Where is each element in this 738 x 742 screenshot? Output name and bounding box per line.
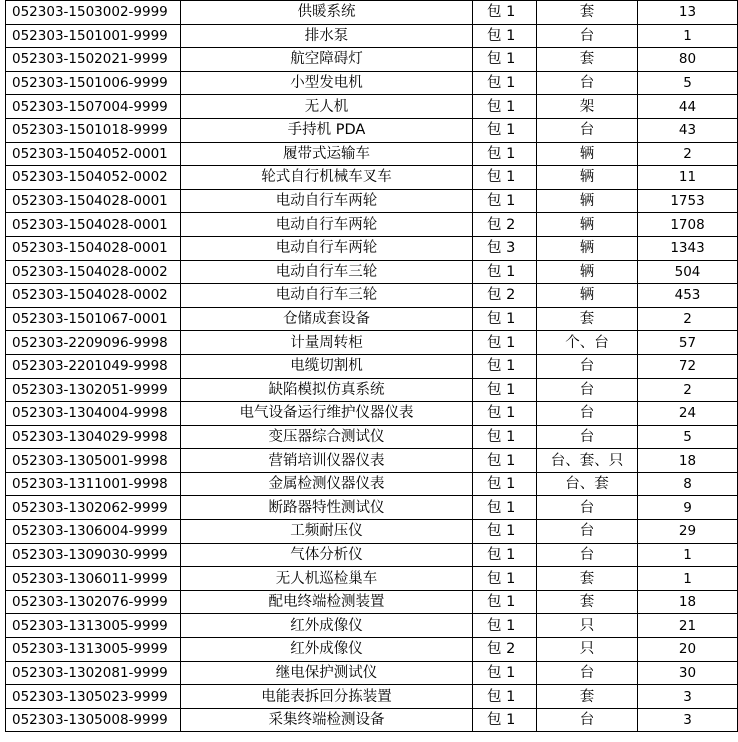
cell-item-name: 电动自行车两轮 (181, 189, 473, 213)
cell-quantity: 13 (638, 1, 738, 25)
cell-quantity: 1 (638, 567, 738, 591)
cell-item-name: 电气设备运行维护仪器仪表 (181, 402, 473, 426)
cell-material-code: 052303-1504028-0001 (6, 189, 181, 213)
cell-package: 包 1 (473, 48, 537, 72)
cell-package: 包 1 (473, 567, 537, 591)
cell-item-name: 气体分析仪 (181, 543, 473, 567)
cell-package: 包 1 (473, 260, 537, 284)
cell-package: 包 1 (473, 614, 537, 638)
cell-package: 包 1 (473, 1, 537, 25)
cell-unit: 套 (537, 685, 638, 709)
cell-item-name: 电能表拆回分拣装置 (181, 685, 473, 709)
cell-unit: 台 (537, 496, 638, 520)
table-row (6, 1, 738, 25)
cell-unit: 台 (537, 118, 638, 142)
table-row (6, 71, 738, 95)
cell-material-code: 052303-1501001-9999 (6, 24, 181, 48)
cell-quantity: 11 (638, 166, 738, 190)
table-row (6, 189, 738, 213)
table-body (6, 1, 738, 732)
cell-package: 包 1 (473, 378, 537, 402)
table-row (6, 402, 738, 426)
cell-material-code: 052303-1305001-9998 (6, 449, 181, 473)
cell-unit: 台 (537, 708, 638, 732)
cell-item-name: 电动自行车两轮 (181, 236, 473, 260)
cell-quantity: 453 (638, 284, 738, 308)
cell-unit: 辆 (537, 236, 638, 260)
cell-item-name: 电动自行车三轮 (181, 284, 473, 308)
cell-unit: 台 (537, 354, 638, 378)
cell-package: 包 2 (473, 284, 537, 308)
cell-quantity: 44 (638, 95, 738, 119)
cell-quantity: 1343 (638, 236, 738, 260)
cell-quantity: 2 (638, 307, 738, 331)
table-row (6, 708, 738, 732)
cell-unit: 套 (537, 1, 638, 25)
cell-material-code: 052303-1504028-0001 (6, 213, 181, 237)
cell-item-name: 缺陷模拟仿真系统 (181, 378, 473, 402)
cell-quantity: 80 (638, 48, 738, 72)
cell-item-name: 履带式运输车 (181, 142, 473, 166)
table-row (6, 95, 738, 119)
cell-material-code: 052303-1504028-0001 (6, 236, 181, 260)
cell-material-code: 052303-1304004-9998 (6, 402, 181, 426)
cell-unit: 套 (537, 48, 638, 72)
cell-material-code: 052303-1309030-9999 (6, 543, 181, 567)
cell-unit: 台 (537, 425, 638, 449)
cell-item-name: 无人机 (181, 95, 473, 119)
cell-item-name: 工频耐压仪 (181, 520, 473, 544)
table-row (6, 118, 738, 142)
table-row (6, 685, 738, 709)
table-row (6, 638, 738, 662)
cell-unit: 台 (537, 520, 638, 544)
cell-unit: 辆 (537, 189, 638, 213)
table-row (6, 307, 738, 331)
cell-material-code: 052303-2209096-9998 (6, 331, 181, 355)
cell-package: 包 1 (473, 425, 537, 449)
cell-material-code: 052303-1313005-9999 (6, 614, 181, 638)
cell-package: 包 2 (473, 638, 537, 662)
cell-item-name: 无人机巡检巢车 (181, 567, 473, 591)
cell-quantity: 1753 (638, 189, 738, 213)
cell-unit: 辆 (537, 213, 638, 237)
cell-package: 包 1 (473, 307, 537, 331)
cell-quantity: 21 (638, 614, 738, 638)
table-row (6, 260, 738, 284)
cell-unit: 只 (537, 614, 638, 638)
cell-item-name: 变压器综合测试仪 (181, 425, 473, 449)
table-row (6, 213, 738, 237)
cell-quantity: 72 (638, 354, 738, 378)
cell-material-code: 052303-1305008-9999 (6, 708, 181, 732)
table-row (6, 48, 738, 72)
cell-package: 包 1 (473, 331, 537, 355)
cell-material-code: 052303-1504028-0002 (6, 284, 181, 308)
cell-material-code: 052303-1306011-9999 (6, 567, 181, 591)
cell-package: 包 1 (473, 402, 537, 426)
cell-unit: 辆 (537, 260, 638, 284)
cell-material-code: 052303-1507004-9999 (6, 95, 181, 119)
cell-item-name: 配电终端检测装置 (181, 590, 473, 614)
cell-unit: 辆 (537, 166, 638, 190)
cell-unit: 台 (537, 378, 638, 402)
cell-material-code: 052303-1502021-9999 (6, 48, 181, 72)
table-row (6, 425, 738, 449)
cell-package: 包 1 (473, 449, 537, 473)
cell-item-name: 计量周转柜 (181, 331, 473, 355)
cell-package: 包 2 (473, 213, 537, 237)
table-row (6, 614, 738, 638)
cell-package: 包 1 (473, 543, 537, 567)
cell-item-name: 电缆切割机 (181, 354, 473, 378)
cell-package: 包 1 (473, 95, 537, 119)
cell-material-code: 052303-1302051-9999 (6, 378, 181, 402)
cell-quantity: 5 (638, 71, 738, 95)
cell-unit: 个、台 (537, 331, 638, 355)
table-row (6, 472, 738, 496)
cell-item-name: 轮式自行机械车叉车 (181, 166, 473, 190)
cell-package: 包 1 (473, 685, 537, 709)
cell-unit: 台、套、只 (537, 449, 638, 473)
cell-package: 包 1 (473, 590, 537, 614)
table-row (6, 142, 738, 166)
cell-material-code: 052303-1304029-9998 (6, 425, 181, 449)
table-row (6, 567, 738, 591)
cell-quantity: 8 (638, 472, 738, 496)
cell-package: 包 1 (473, 24, 537, 48)
cell-material-code: 052303-1305023-9999 (6, 685, 181, 709)
cell-package: 包 1 (473, 118, 537, 142)
cell-package: 包 1 (473, 520, 537, 544)
cell-item-name: 金属检测仪器仪表 (181, 472, 473, 496)
cell-quantity: 1708 (638, 213, 738, 237)
cell-unit: 台、套 (537, 472, 638, 496)
cell-unit: 只 (537, 638, 638, 662)
cell-quantity: 29 (638, 520, 738, 544)
table-row (6, 590, 738, 614)
cell-quantity: 9 (638, 496, 738, 520)
cell-quantity: 1 (638, 24, 738, 48)
cell-unit: 辆 (537, 284, 638, 308)
table-row (6, 449, 738, 473)
cell-item-name: 电动自行车三轮 (181, 260, 473, 284)
cell-material-code: 052303-1302076-9999 (6, 590, 181, 614)
cell-item-name: 航空障碍灯 (181, 48, 473, 72)
cell-quantity: 2 (638, 378, 738, 402)
cell-material-code: 052303-1504052-0001 (6, 142, 181, 166)
table-row (6, 236, 738, 260)
cell-quantity: 20 (638, 638, 738, 662)
table-row (6, 543, 738, 567)
cell-item-name: 仓储成套设备 (181, 307, 473, 331)
cell-quantity: 3 (638, 685, 738, 709)
table-row (6, 354, 738, 378)
cell-material-code: 052303-1302081-9999 (6, 661, 181, 685)
cell-quantity: 43 (638, 118, 738, 142)
cell-material-code: 052303-1501067-0001 (6, 307, 181, 331)
cell-quantity: 57 (638, 331, 738, 355)
cell-quantity: 3 (638, 708, 738, 732)
cell-material-code: 052303-1302062-9999 (6, 496, 181, 520)
cell-unit: 套 (537, 567, 638, 591)
cell-quantity: 2 (638, 142, 738, 166)
table-row (6, 378, 738, 402)
cell-material-code: 052303-1503002-9999 (6, 1, 181, 25)
cell-item-name: 采集终端检测设备 (181, 708, 473, 732)
cell-package: 包 1 (473, 496, 537, 520)
cell-unit: 台 (537, 24, 638, 48)
table-row (6, 496, 738, 520)
table-row (6, 661, 738, 685)
cell-item-name: 断路器特性测试仪 (181, 496, 473, 520)
cell-material-code: 052303-1501006-9999 (6, 71, 181, 95)
cell-unit: 辆 (537, 142, 638, 166)
cell-item-name: 排水泵 (181, 24, 473, 48)
cell-package: 包 1 (473, 472, 537, 496)
cell-item-name: 电动自行车两轮 (181, 213, 473, 237)
cell-unit: 台 (537, 661, 638, 685)
cell-item-name: 手持机 PDA (181, 118, 473, 142)
cell-package: 包 1 (473, 708, 537, 732)
cell-quantity: 1 (638, 543, 738, 567)
cell-item-name: 供暖系统 (181, 1, 473, 25)
table-row (6, 331, 738, 355)
table-row (6, 24, 738, 48)
cell-item-name: 小型发电机 (181, 71, 473, 95)
cell-package: 包 1 (473, 71, 537, 95)
cell-quantity: 5 (638, 425, 738, 449)
cell-material-code: 052303-2201049-9998 (6, 354, 181, 378)
cell-item-name: 继电保护测试仪 (181, 661, 473, 685)
cell-material-code: 052303-1311001-9998 (6, 472, 181, 496)
cell-package: 包 1 (473, 166, 537, 190)
cell-material-code: 052303-1501018-9999 (6, 118, 181, 142)
cell-item-name: 红外成像仪 (181, 614, 473, 638)
table-row (6, 166, 738, 190)
cell-material-code: 052303-1306004-9999 (6, 520, 181, 544)
procurement-table (5, 0, 738, 732)
cell-unit: 台 (537, 402, 638, 426)
cell-material-code: 052303-1313005-9999 (6, 638, 181, 662)
table-row (6, 520, 738, 544)
cell-unit: 台 (537, 71, 638, 95)
cell-quantity: 18 (638, 590, 738, 614)
cell-material-code: 052303-1504028-0002 (6, 260, 181, 284)
cell-item-name: 红外成像仪 (181, 638, 473, 662)
cell-package: 包 1 (473, 189, 537, 213)
cell-unit: 台 (537, 543, 638, 567)
cell-quantity: 24 (638, 402, 738, 426)
cell-unit: 架 (537, 95, 638, 119)
cell-package: 包 3 (473, 236, 537, 260)
cell-unit: 套 (537, 307, 638, 331)
cell-package: 包 1 (473, 142, 537, 166)
cell-package: 包 1 (473, 354, 537, 378)
table-row (6, 284, 738, 308)
cell-quantity: 18 (638, 449, 738, 473)
cell-material-code: 052303-1504052-0002 (6, 166, 181, 190)
cell-item-name: 营销培训仪器仪表 (181, 449, 473, 473)
cell-quantity: 30 (638, 661, 738, 685)
cell-quantity: 504 (638, 260, 738, 284)
cell-package: 包 1 (473, 661, 537, 685)
cell-unit: 套 (537, 590, 638, 614)
